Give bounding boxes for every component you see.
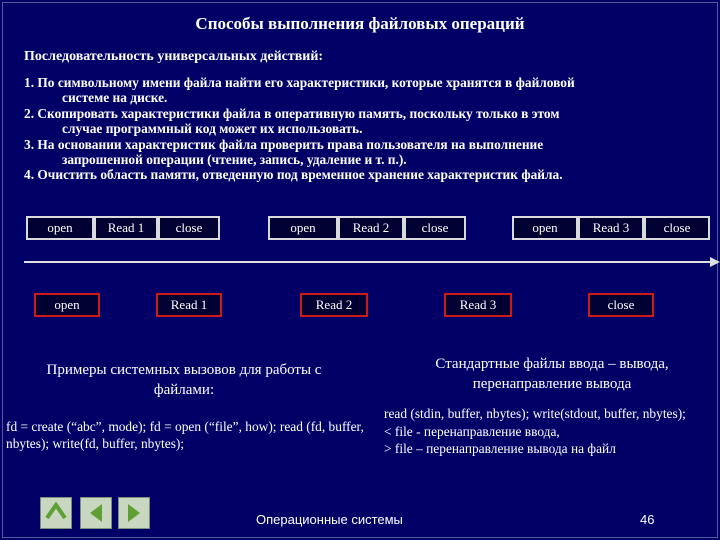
timeline-arrow <box>24 261 712 263</box>
step-3 <box>24 137 704 168</box>
step-4 <box>24 167 704 182</box>
next-icon <box>119 498 149 528</box>
bottom-box-read-1: Read 1 <box>156 293 222 317</box>
bottom-box-open: open <box>34 293 100 317</box>
top-box-open-2: open <box>268 216 338 240</box>
step-2 <box>24 106 704 137</box>
bottom-box-read-3: Read 3 <box>444 293 512 317</box>
next-nav-button[interactable] <box>118 497 150 529</box>
step-3-line-1: 3. На основании характеристик файла проверить права пользователя на выполнение <box>24 136 544 152</box>
top-box-open-1: open <box>26 216 94 240</box>
home-nav-button[interactable] <box>40 497 72 529</box>
slide-title: Способы выполнения файловых операций <box>195 14 525 33</box>
top-box-read-2: Read 2 <box>338 216 404 240</box>
std-files-body <box>384 405 714 458</box>
step-3-line-2: запрошенной операции (чтение, запись, удаление и т. п.). <box>62 152 407 168</box>
top-box-read-3: Read 3 <box>578 216 644 240</box>
timeline-arrowhead-icon <box>710 257 720 267</box>
bottom-box-close: close <box>588 293 654 317</box>
top-box-close-3: close <box>644 216 710 240</box>
std-line-2: < file - перенаправление ввода, <box>384 423 560 439</box>
step-2-line-2: случае программный код может их использовать. <box>62 121 363 137</box>
footer-course: Операционные системы <box>256 512 403 527</box>
top-box-open-3: open <box>512 216 578 240</box>
prev-nav-button[interactable] <box>80 497 112 529</box>
step-4-line-1: 4. Очистить область памяти, отведенную под временное хранение характеристик файла. <box>24 167 563 183</box>
examples-body: fd = create (“abc”, mode); fd = open (“file”, how); read (fd, buffer, nbytes); write(fd, buffer, nbytes); <box>6 419 364 451</box>
std-line-3: > file – перенаправление вывода на файл <box>384 441 616 457</box>
examples-title: Примеры системных вызовов для работы с файлами: <box>46 362 322 398</box>
step-1-line-1: 1. По символьному имени файла найти его характеристики, которые хранятся в файловой <box>24 75 575 90</box>
step-1 <box>24 75 704 106</box>
std-files-title: Стандартные файлы ввода – вывода, перенаправление вывода <box>435 356 669 392</box>
step-2-line-1: 2. Скопировать характеристики файла в оперативную память, поскольку только в этом <box>24 105 560 121</box>
sequence-label: Последовательность универсальных действий: <box>24 49 324 64</box>
top-box-read-1: Read 1 <box>94 216 158 240</box>
bottom-box-read-2: Read 2 <box>300 293 368 317</box>
steps-list <box>24 75 704 183</box>
prev-icon <box>81 498 111 528</box>
page-number: 46 <box>640 512 655 527</box>
step-1-line-2: системе на диске. <box>62 90 168 106</box>
top-box-close-1: close <box>158 216 220 240</box>
top-box-close-2: close <box>404 216 466 240</box>
home-icon <box>41 498 71 528</box>
std-line-1: read (stdin, buffer, nbytes); write(stdout, buffer, nbytes); <box>384 406 686 421</box>
